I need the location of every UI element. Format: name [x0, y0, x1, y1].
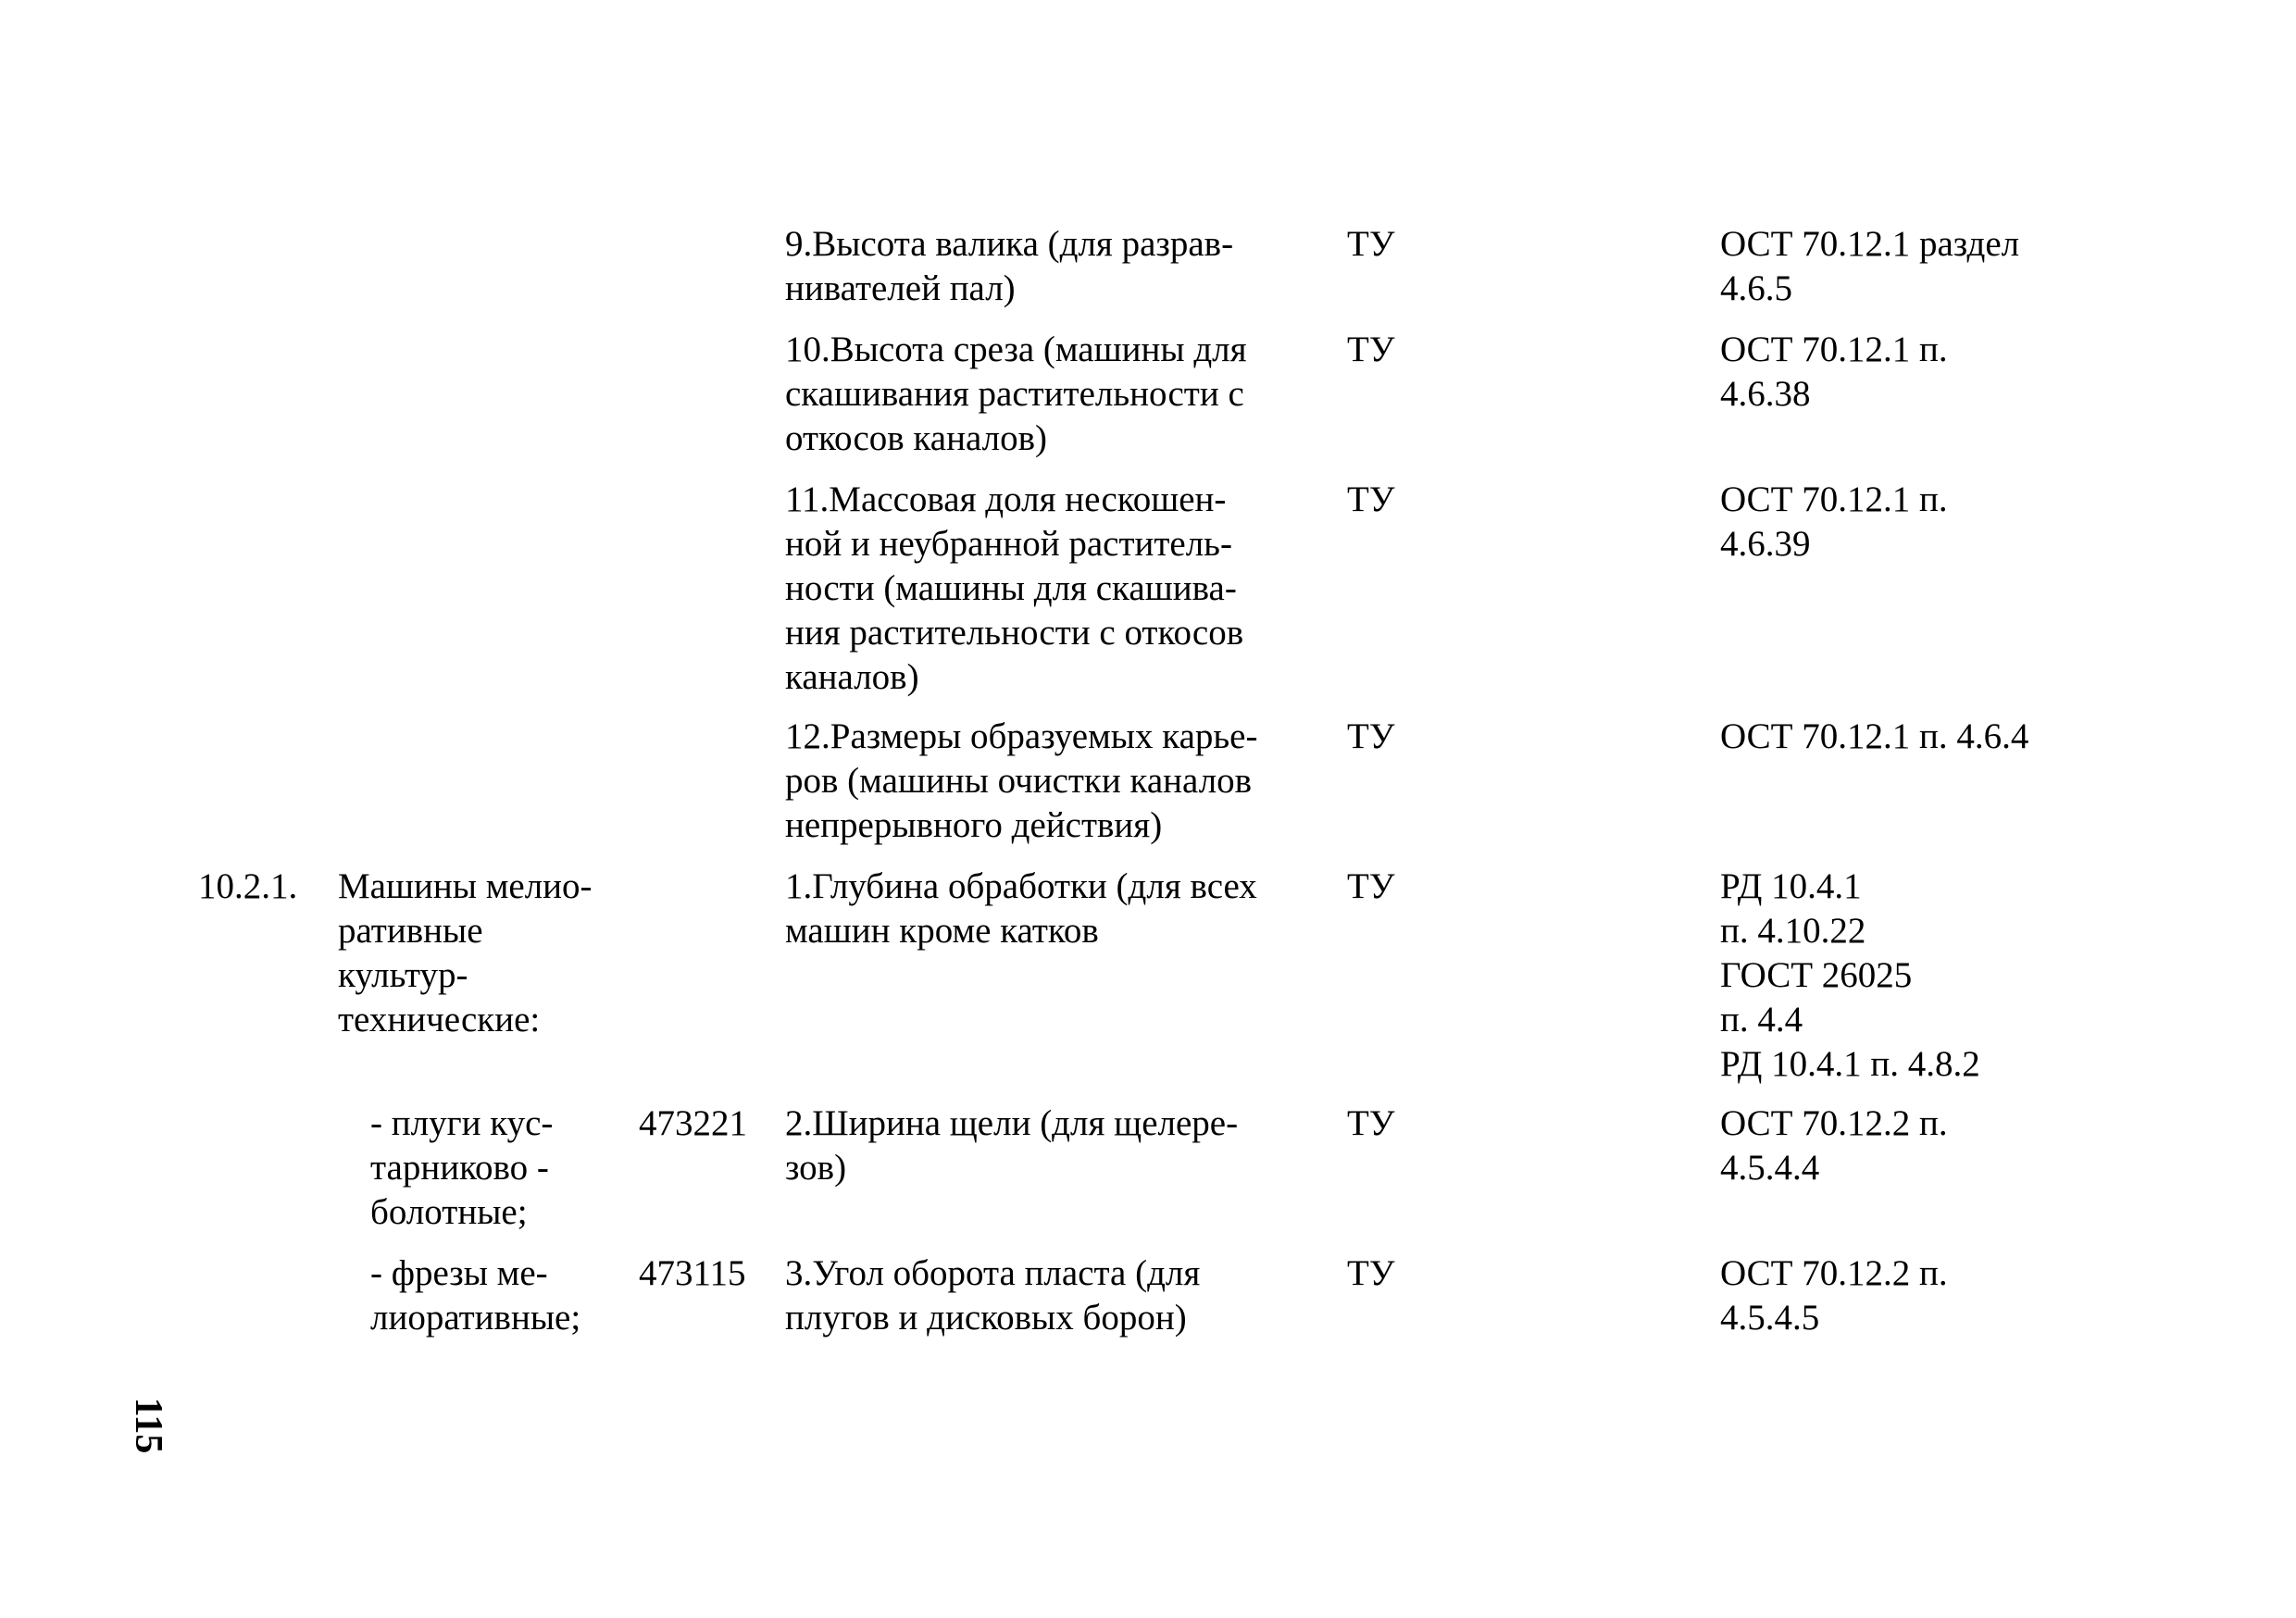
reference-cell: ОСТ 70.12.1 п. 4.6.4 — [1720, 716, 2029, 756]
reference-cell: ОСТ 70.12.2 п. 4.5.4.4 — [1720, 1103, 1948, 1188]
reference-cell: ОСТ 70.12.1 раздел 4.6.5 — [1720, 224, 2020, 308]
indicator-cell: 10.Высота среза (машины для скашивания растительности с откосов каналов) — [785, 330, 1247, 458]
reference-cell: ОСТ 70.12.1 п. 4.6.39 — [1720, 479, 1948, 564]
indicator-cell: 2.Ширина щели (для щелере- зов) — [785, 1103, 1239, 1188]
doc-type-cell: ТУ — [1347, 224, 1395, 264]
product-name-cell: Машины мелио- ративные культур- технические: — [338, 866, 593, 1039]
product-code-cell: 473115 — [639, 1253, 746, 1293]
indicator-cell: 1.Глубина обработки (для всех машин кроме катков — [785, 866, 1257, 951]
product-code-cell: 473221 — [639, 1103, 747, 1143]
product-name-cell: - плуги кус- тарниково - болотные; — [370, 1103, 554, 1232]
doc-type-cell: ТУ — [1347, 716, 1395, 756]
doc-type-cell: ТУ — [1347, 866, 1395, 906]
product-name-cell: - фрезы ме- лиоративные; — [370, 1253, 581, 1338]
doc-type-cell: ТУ — [1347, 1103, 1395, 1143]
reference-cell: ОСТ 70.12.2 п. 4.5.4.5 — [1720, 1253, 1948, 1338]
reference-cell: РД 10.4.1 п. 4.10.22 ГОСТ 26025 п. 4.4 РД 10.4.1 п. 4.8.2 — [1720, 866, 1980, 1084]
doc-type-cell: ТУ — [1347, 1253, 1395, 1293]
item-number-cell: 10.2.1. — [198, 866, 298, 906]
indicator-cell: 9.Высота валика (для разрав- нивателей пал) — [785, 224, 1234, 308]
indicator-cell: 11.Массовая доля нескошен- ной и неубранной раститель- ности (машины для скашива- ния растительности с откосов каналов) — [785, 479, 1244, 697]
page-number: 115 — [127, 1397, 169, 1454]
indicator-cell: 3.Угол оборота пласта (для плугов и дисковых борон) — [785, 1253, 1201, 1338]
doc-type-cell: ТУ — [1347, 479, 1395, 519]
reference-cell: ОСТ 70.12.1 п. 4.6.38 — [1720, 330, 1948, 414]
doc-type-cell: ТУ — [1347, 330, 1395, 369]
indicator-cell: 12.Размеры образуемых карье- ров (машины очистки каналов непрерывного действия) — [785, 716, 1258, 845]
